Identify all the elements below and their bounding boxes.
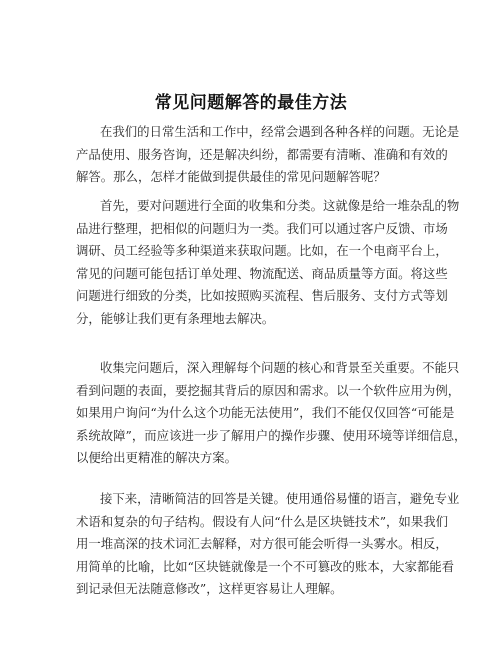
paragraph-line: 以便给出更精准的解决方案。 [76,450,238,466]
paragraph-line: 调研、员工经验等多种渠道来获取问题。比如，在一个电商平台上， [76,243,448,259]
paragraph-line: 问题进行细致的分类，比如按照购买流程、售后服务、支付方式等划 [76,288,448,304]
document-title: 常见问题解答的最佳方法 [154,93,348,113]
paragraph-line: 分，能够让我们更有条理地去解决。 [76,310,275,326]
paragraph-2 [76,195,460,331]
paragraph-line: 品进行整理，把相似的问题归为一类。我们可以通过客户反馈、市场 [76,220,448,236]
paragraph-line: 用一堆高深的技术词汇去解释，对方很可能会听得一头雾水。相反， [76,536,448,552]
paragraph-line: 术语和复杂的句子结构。假设有人问“什么是区块链技术”，如果我们 [76,513,448,529]
paragraph-line: 收集完问题后，深入理解每个问题的核心和背景至关重要。不能只 [100,360,460,375]
paragraph-1 [76,121,460,189]
paragraph-line: 解答。那么，怎样才能做到提供最佳的常见问题解答呢？ [76,169,386,185]
paragraph-line: 如果用户询问“为什么这个功能无法使用”，我们不能仅仅回答“可能是 [76,405,455,421]
paragraph-line: 看到问题的表面，要挖掘其背后的原因和需求。以一个软件应用为例， [76,382,461,398]
paragraph-line: 系统故障”，而应该进一步了解用户的操作步骤、使用环境等详细信息， [76,427,467,443]
paragraph-line: 用简单的比喻，比如“区块链就像是一个不可篡改的账本，大家都能看 [76,558,455,574]
paragraph-line: 产品使用、服务咨询，还是解决纠纷，都需要有清晰、准确和有效的 [76,146,448,162]
paragraph-4 [76,488,460,601]
paragraph-line: 接下来，清晰简洁的回答是关键。使用通俗易懂的语言，避免专业 [100,491,460,506]
paragraph-line: 在我们的日常生活和工作中，经常会遇到各种各样的问题。无论是 [100,124,460,139]
paragraph-line: 到记录但无法随意修改”，这样更容易让人理解。 [76,581,343,597]
paragraph-line: 首先，要对问题进行全面的收集和分类。这就像是给一堆杂乱的物 [100,198,460,213]
paragraph-3 [76,357,467,470]
paragraph-line: 常见的问题可能包括订单处理、物流配送、商品质量等方面。将这些 [76,265,448,281]
